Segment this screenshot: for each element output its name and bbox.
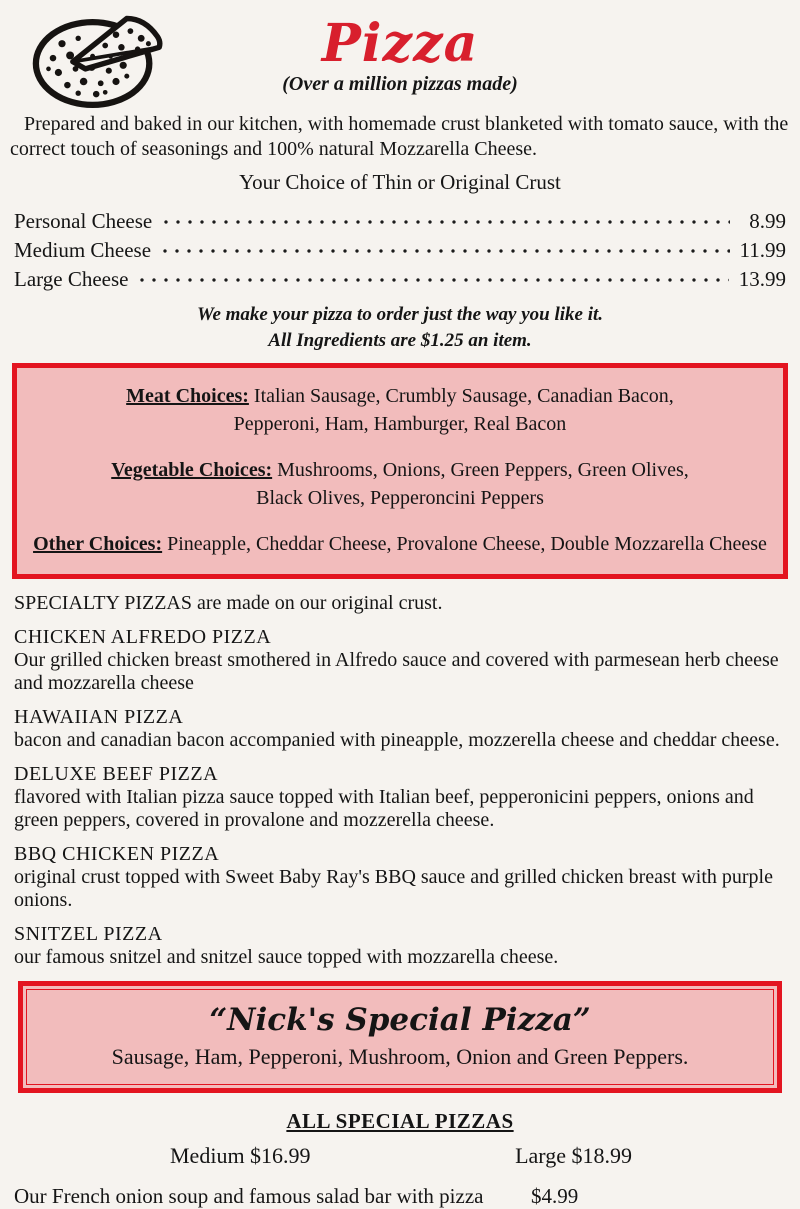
note-line-1: We make your pizza to order just the way you like it.	[196, 304, 604, 325]
specialty-item-name: SNITZEL PIZZA	[14, 923, 163, 945]
dot-leader	[159, 236, 729, 257]
specialty-item-hawaiian	[14, 706, 788, 752]
specialty-item-desc: our famous snitzel and snitzel sauce topped with mozzarella cheese.	[14, 946, 559, 968]
specialty-item-name: BBQ CHICKEN PIZZA	[14, 843, 220, 865]
item-name: Large Cheese	[14, 267, 129, 291]
nicks-special-title: “Nick's Special Pizza”	[209, 1002, 591, 1038]
other-choices-label: Other Choices:	[33, 533, 163, 555]
vegetable-choices-line-2: Black Olives, Pepperoncini Peppers	[256, 487, 544, 509]
vegetable-choices-line-1: Mushrooms, Onions, Green Peppers, Green Olives,	[277, 459, 689, 481]
price-row-personal	[14, 207, 786, 236]
page-title: Pizza	[321, 13, 479, 74]
other-choices-line-1: Pineapple, Cheddar Cheese, Provalone Cheese, Double Mozzarella Cheese	[167, 533, 767, 555]
special-sizes-row	[0, 1143, 800, 1169]
other-choices-group	[25, 530, 775, 558]
soup-salad-text: Our French onion soup and famous salad bar with pizza	[14, 1184, 484, 1208]
topping-choices-box	[12, 363, 788, 579]
soup-salad-price: $4.99	[531, 1184, 579, 1208]
order-notes	[0, 302, 800, 354]
crust-choice-text: Your Choice of Thin or Original Crust	[239, 170, 561, 194]
meat-choices-line-2: Pepperoni, Ham, Hamburger, Real Bacon	[233, 413, 567, 435]
item-name: Medium Cheese	[14, 238, 152, 262]
item-name: Personal Cheese	[14, 209, 153, 233]
dot-leader	[136, 265, 728, 286]
all-special-pizzas-heading	[0, 1109, 800, 1134]
price-row-medium	[14, 236, 786, 265]
specialty-item-name: HAWAIIAN PIZZA	[14, 706, 184, 728]
specialty-item-name: CHICKEN ALFREDO PIZZA	[14, 626, 272, 648]
cheese-price-list	[14, 207, 786, 294]
specialty-intro: SPECIALTY PIZZAS are made on our original crust.	[14, 592, 443, 614]
pizza-logo-icon	[26, 5, 170, 113]
specialty-item-desc: flavored with Italian pizza sauce topped with Italian beef, pepperonicini peppers, onions and green peppers, covered in provalone and mozzerella cheese.	[14, 786, 754, 831]
dot-leader	[160, 207, 730, 228]
intro-line-2: correct touch of seasonings and 100% natural Mozzarella Cheese.	[10, 138, 538, 160]
menu-header	[0, 0, 800, 108]
meat-choices-label: Meat Choices:	[126, 385, 249, 407]
specialty-item-deluxe-beef	[14, 763, 788, 832]
specialty-item-bbq-chicken	[14, 843, 788, 912]
nicks-special-box	[18, 981, 782, 1093]
specialty-item-desc: bacon and canadian bacon accompanied with pineapple, mozzerella cheese and cheddar cheese.	[14, 729, 780, 751]
meat-choices-line-1: Italian Sausage, Crumbly Sausage, Canadian Bacon,	[253, 385, 674, 407]
page-subtitle: (Over a million pizzas made)	[282, 73, 518, 95]
special-large-price: Large $18.99	[515, 1143, 632, 1168]
specialty-item-desc: original crust topped with Sweet Baby Ray's BBQ sauce and grilled chicken breast with purple onions.	[14, 866, 773, 911]
note-line-2: All Ingredients are $1.25 an item.	[268, 330, 532, 351]
specialty-item-desc: Our grilled chicken breast smothered in Alfredo sauce and covered with parmesean herb cheese and mozzarella cheese	[14, 649, 779, 694]
nicks-special-inner	[26, 989, 774, 1085]
specialty-item-chicken-alfredo	[14, 626, 788, 695]
vegetable-choices-label: Vegetable Choices:	[111, 459, 273, 481]
specialty-item-name: DELUXE BEEF PIZZA	[14, 763, 219, 785]
price-row-large	[14, 265, 786, 294]
all-special-pizzas-heading-text: ALL SPECIAL PIZZAS	[286, 1109, 514, 1133]
meat-choices-group	[25, 382, 775, 438]
soup-salad-row	[0, 1184, 800, 1209]
item-price: 13.99	[738, 267, 786, 291]
special-medium-price: Medium $16.99	[170, 1143, 311, 1168]
item-price: 11.99	[739, 238, 786, 262]
item-price: 8.99	[749, 209, 786, 233]
intro-text	[10, 112, 790, 162]
vegetable-choices-group	[25, 456, 775, 512]
intro-line-1: Prepared and baked in our kitchen, with homemade crust blanketed with tomato sauce, with the	[24, 113, 789, 135]
specialty-pizzas-section	[14, 591, 788, 969]
specialty-item-snitzel	[14, 923, 788, 969]
nicks-special-toppings: Sausage, Ham, Pepperoni, Mushroom, Onion and Green Peppers.	[111, 1044, 689, 1069]
